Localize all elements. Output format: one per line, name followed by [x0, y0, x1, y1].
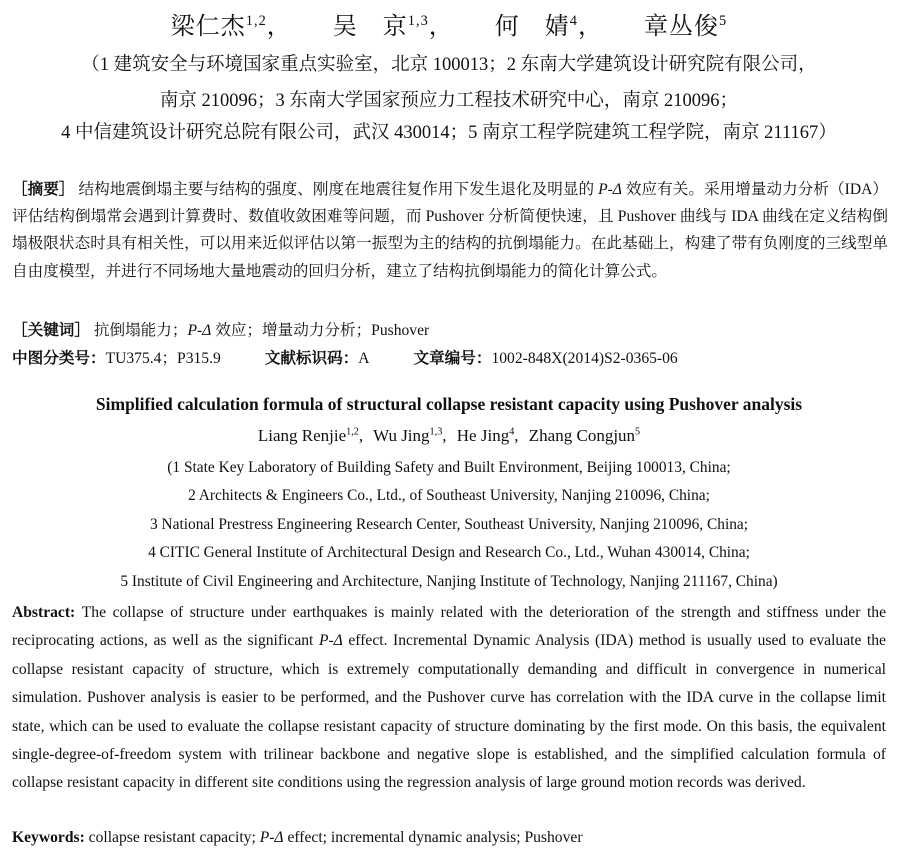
p-delta-symbol: P-Δ	[598, 181, 622, 198]
en-author-4: Zhang Congjun$^5$	[528, 426, 641, 445]
cn-author-1: 梁仁杰$^{1,2}$	[170, 13, 267, 40]
en-keywords-label: Keywords	[12, 829, 80, 846]
cn-affiliation-line: 南京 210096；3 东南大学国家预应力工程技术研究中心，南京 210096；	[159, 91, 739, 111]
cn-author-line	[0, 6, 898, 41]
en-abstract-label: Abstract	[12, 604, 71, 621]
en-author-2: Wu Jing$^{1,3}$	[373, 426, 443, 445]
en-affiliation-line: 4 CITIC General Institute of Architectural Design and Research Co., Ltd., Wuhan 430014, China;	[148, 544, 750, 561]
author-separator: ,	[358, 426, 364, 445]
affiliation-superscript: 4	[569, 13, 578, 29]
doc-code-label: 文献标识码：	[264, 349, 359, 367]
p-delta-symbol: P-Δ	[187, 322, 212, 339]
author-separator: ，	[428, 14, 454, 40]
en-abstract-text: The collapse of structure under earthquakes is mainly related with the deterioration of the strength and stiffness under the reciprocating actions, as well as the significant	[12, 604, 887, 650]
author-separator: ，	[578, 14, 603, 40]
cn-abstract	[12, 176, 888, 285]
cn-abstract-label: ［摘要］	[12, 180, 75, 198]
cn-affiliation-line: 4 中信建筑设计研究总院有限公司，武汉 430014；5 南京工程学院建筑工程学院，南京 211167）	[61, 123, 837, 143]
cn-keywords	[12, 318, 429, 340]
en-affiliation-line: 2 Architects & Engineers Co., Ltd., of Southeast University, Nanjing 210096, China;	[188, 487, 710, 504]
en-author-line	[0, 426, 898, 446]
cn-author-3: 何 婧$^4$	[494, 13, 578, 40]
affiliation-superscript: 1,3	[407, 13, 429, 29]
affiliation-superscript: 4	[509, 426, 515, 438]
en-keywords: Keywords: collapse resistant capacity; P-Δ effect; incremental dynamic analysis; Pushover	[12, 829, 583, 846]
en-affiliation-line: 3 National Prestress Engineering Research Center, Southeast University, Nanjing 210096, China;	[149, 516, 749, 533]
author-separator: ，	[266, 14, 292, 40]
affiliation-superscript: 1,3	[429, 426, 443, 438]
cn-affiliation-line: （1 建筑安全与环境国家重点实验室，北京 100013；2 东南大学建筑设计研究院有限公司，	[81, 55, 817, 75]
en-author-3: He Jing$^4$	[456, 426, 515, 445]
cn-abstract-text: 结构地震倒塌主要与结构的强度、刚度在地震往复作用下发生退化及明显的	[78, 181, 599, 198]
p-delta-symbol: P-Δ	[259, 829, 284, 846]
en-abstract-text: effect. Incremental Dynamic Analysis (IDA) method is usually used to evaluate the collapse resistant capacity of structure, which is extremely computationally demanding and difficult in convergence in numerical simulation. Pushover analysis is easier to be performed, and the Pushover curve has correlation with the IDA curve in the collapse limit state, which can be used to evaluate the collapse resistant capacity of structure dominating by the first mode. On this basis, the equivalent single-degree-of-freedom system with trilinear backbone and negative slope is established, and the simplified calculation formula of collapse resistant capacity in different site conditions using the regression analysis of large ground motion records was derived.	[12, 632, 886, 792]
cn-author-4: 章丛俊$^5$	[644, 13, 728, 40]
en-author-1: Liang Renjie$^{1,2}$	[257, 426, 359, 445]
author-separator: ,	[514, 426, 519, 445]
author-separator: ,	[442, 426, 447, 445]
en-keywords-text: effect; incremental dynamic analysis; Pushover	[283, 829, 583, 846]
cn-keywords-text: 抗倒塌能力；	[93, 322, 188, 339]
affiliation-superscript: 5	[635, 426, 641, 438]
en-abstract: Abstract: The collapse of structure under earthquakes is mainly related with the deterioration of the strength and stiffness under the reciprocating actions, as well as the significant P-Δ effect. Incremental Dynamic Analysis (IDA) method is usually used to evaluate the collapse resistant capacity of structure, which is extremely computationally demanding and difficult in convergence in numerical simulation. Pushover analysis is easier to be performed, and the Pushover curve has correlation with the IDA curve in the collapse limit state, which can be used to evaluate the collapse resistant capacity of structure dominating by the first mode. On this basis, the equivalent single-degree-of-freedom system with trilinear backbone and negative slope is established, and the simplified calculation formula of collapse resistant capacity in different site conditions using the regression analysis of large ground motion records was derived.	[12, 604, 887, 792]
clc-value: TU375.4；P315.9	[105, 350, 221, 367]
en-affiliation-line: (1 State Key Laboratory of Building Safety and Built Environment, Beijing 100013, China;	[167, 459, 731, 476]
cn-abstract-text: 效应有关。采用增量动力分析（IDA）评估结构倒塌常会遇到计算费时、数值收敛困难等问题，而 Pushover 分析简便快速，且 Pushover 曲线与 IDA 曲线在定义结构倒塌极限状态时具有相关性，可以用来近似评估以第一振型为主的结构的抗倒塌能力。在此基础上，构建了带有负刚度的三线型单自由度模型，并进行不同场地大量地震动的回归分析，建立了结构抗倒塌能力的简化计算公式。	[12, 181, 888, 280]
article-id-value: 1002-848X(2014)S2-0365-06	[491, 350, 678, 367]
en-affiliation-line: 5 Institute of Civil Engineering and Architecture, Nanjing Institute of Technology, Nanjing 211167, China)	[120, 573, 778, 590]
p-delta-symbol: P-Δ	[318, 632, 343, 650]
cn-keywords-text: 效应；增量动力分析；Pushover	[211, 322, 430, 339]
en-keywords-text: collapse resistant capacity;	[88, 829, 260, 846]
article-id-label: 文章编号：	[413, 349, 492, 367]
clc-label: 中图分类号：	[12, 349, 106, 367]
affiliation-superscript: 1,2	[245, 13, 267, 29]
cn-classification-line	[12, 346, 678, 368]
affiliation-superscript: 5	[719, 13, 728, 29]
doc-code-value: A	[358, 350, 370, 367]
cn-keywords-label: ［关键词］	[12, 321, 90, 339]
affiliation-superscript: 1,2	[346, 426, 359, 438]
en-title: Simplified calculation formula of structural collapse resistant capacity using Pushover analysis	[95, 394, 803, 414]
cn-author-2: 吴 京$^{1,3}$	[332, 13, 429, 40]
